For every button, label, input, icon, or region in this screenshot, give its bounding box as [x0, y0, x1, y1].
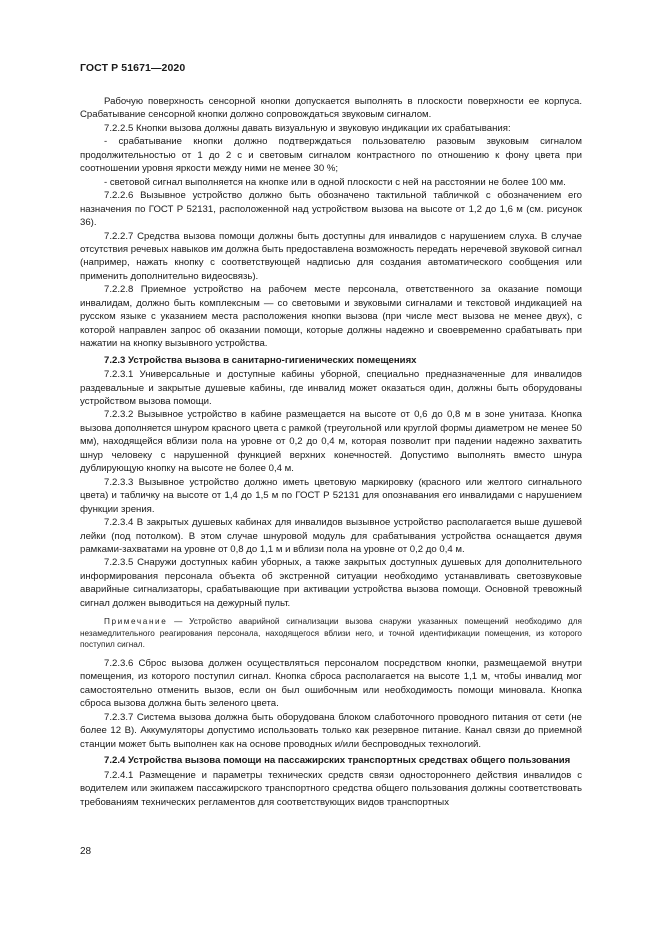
document-body [80, 95, 582, 809]
paragraph: 7.2.3.3 Вызывное устройство должно иметь цветовую маркировку (красного или желтого сигнального цвета) и табличку на высоте от 1,4 до 1,5 м по ГОСТ Р 52131 для опознавания его инвалидами с нарушением функции зрения. [80, 476, 582, 515]
paragraph: 7.2.2.7 Средства вызова помощи должны быть доступны для инвалидов с нарушением слуха. В случае отсутствия речевых навыков им должна быть предоставлена возможность передать неречевой звуковой сигнал (например, нажать кнопку с соответствующей надписью для создания автоматического сообщения или применить дополнительно видеосвязь). [80, 230, 582, 282]
paragraph: 7.2.2.8 Приемное устройство на рабочем месте персонала, ответственного за оказание помощи инвалидам, должно быть комплексным — со световыми и звуковыми сигналами и текстовой индикацией на русском языке с указанием места расположения кнопки вызова (при числе мест вызова не менее двух), с которой направлен запрос об оказании помощи, которые должны надежно и своевременно срабатывать при нажатии на кнопку вызывного устройства. [80, 284, 582, 350]
section-heading: 7.2.3 Устройства вызова в санитарно-гигиенических помещениях [104, 354, 417, 366]
paragraph: 7.2.3.5 Снаружи доступных кабин уборных, а также закрытых доступных душевых для дополнительного информирования персонала объекта об экстренной ситуации необходимо устанавливать светозвуковые аварийные сигнализаторы, срабатывающие при активации устройства вызова помощи. Основной тревожный сигнал должен выводиться на дежурный пульт. [80, 557, 582, 609]
paragraph: 7.2.3.2 Вызывное устройство в кабине размещается на высоте от 0,6 до 0,8 м в зоне унитаза. Кнопка вызова дополняется шнуром красного цвета с рамкой (треугольной или круглой формы диаметром не менее 50 мм), находящейся вблизи пола на уровне от 0,2 до 0,4 м, которая позволит при падении надежно захватить шнур человеку с нарушенной функцией верхних конечностей. Допустимо выполнять вместо шнура дублирующую кнопку на высоте не более 0,4 м. [80, 409, 582, 475]
paragraph: 7.2.3.4 В закрытых душевых кабинах для инвалидов вызывное устройство располагается выше душевой лейки (под потолком). В этом случае шнуровой модуль для срабатывания устройства оснащается двумя рамками-захватами на уровне от 0,8 до 1,1 м и вблизи пола на уровне от 0,2 до 0,4 м. [80, 517, 582, 555]
paragraph: 7.2.3.7 Система вызова должна быть оборудована блоком слаботочного проводного питания от сети (не более 12 В). Аккумуляторы допустимо использовать только как резервное питание. Канал связи до приемной станции может быть выполнен как на основе проводных и/или беспроводных технологий. [80, 711, 582, 750]
list-item: - световой сигнал выполняется на кнопке или в одной плоскости с ней на расстоянии не более 100 мм. [104, 176, 566, 188]
paragraph: 7.2.3.6 Сброс вызова должен осуществляться персоналом посредством кнопки, размещаемой внутри помещения, из которого поступил сигнал. Кнопка сброса располагается на высоте 1,1 м, чтобы инвалид мог самостоятельно отменить вызов, если он был ошибочным или необходимость помощи миновала. Кнопка сброса вызова должна быть зеленого цвета. [80, 658, 582, 710]
paragraph: 7.2.4.1 Размещение и параметры технических средств связи одностороннего действия инвалидов с водителем или экипажем пассажирского транспортного средства общего пользования должны соответствовать требованиям технических регламентов для соответствующих видов транспортных [80, 769, 582, 808]
note-text: — Устройство аварийной сигнализации вызова снаружи указанных помещений необходимо для незамедлительного реагирования персонала, находящегося вблизи него, и точной идентификации помещения, из которого поступил сигнал. [80, 617, 582, 650]
paragraph: 7.2.2.5 Кнопки вызова должны давать визуальную и звуковую индикации их срабатывания: [104, 122, 511, 134]
note [80, 616, 582, 651]
paragraph: 7.2.2.6 Вызывное устройство должно быть обозначено тактильной табличкой с обозначением его назначения по ГОСТ Р 52131, расположенной над устройством вызова на высоте от 1,2 до 1,6 м (см. рисунок 36). [80, 190, 582, 229]
paragraph: Рабочую поверхность сенсорной кнопки допускается выполнять в плоскости поверхности ее корпуса. Срабатывание сенсорной кнопки должно сопровождаться звуковым сигналом. [80, 96, 582, 121]
list-item: - срабатывание кнопки должно подтверждаться пользователю разовым звуковым сигналом продолжительностью от 1 до 2 с и световым сигналом контрастного по отношению к фону цвета при соотношении уровня яркости между ними не менее 30 %; [80, 136, 582, 175]
document-header: ГОСТ Р 51671—2020 [80, 62, 186, 74]
paragraph: 7.2.3.1 Универсальные и доступные кабины уборной, специально предназначенные для инвалидов раздевальные и закрытые душевые кабины, где инвалид может оказаться один, должны быть оборудованы устройством вызова помощи. [80, 369, 582, 407]
note-label: Примечание [104, 617, 168, 627]
page-number: 28 [80, 846, 92, 857]
section-heading: 7.2.4 Устройства вызова помощи на пассажирских транспортных средствах общего пользования [104, 755, 571, 767]
